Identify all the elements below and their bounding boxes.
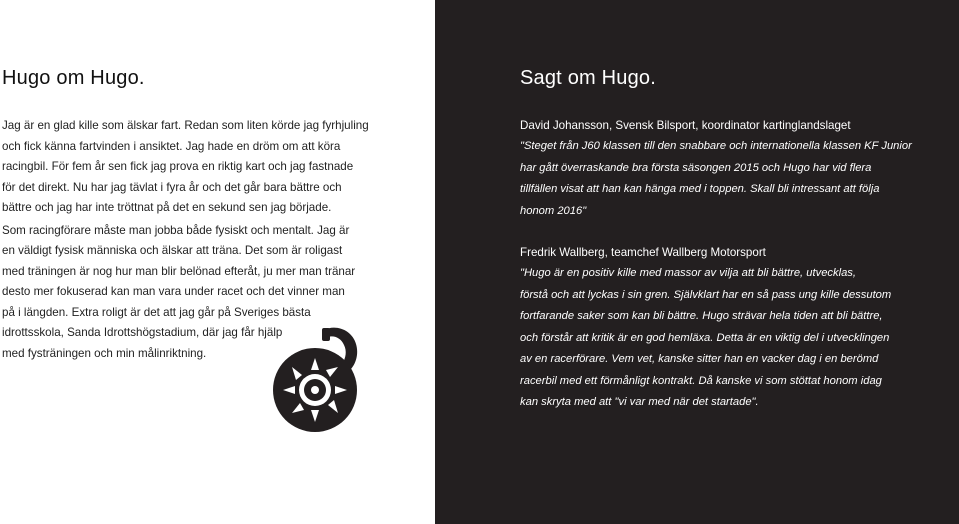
about-hugo-body	[2, 116, 432, 364]
body-line: och fick känna fartvinden i ansiktet. Jag hade en dröm om att köra	[2, 139, 341, 153]
body-line: för det direkt. Nu har jag tävlat i fyra år och det går bara bättre och	[2, 180, 342, 194]
quote-line: "Steget från J60 klassen till den snabbare och internationella klassen KF Junior	[520, 140, 912, 152]
quote-line: "Hugo är en positiv kille med massor av vilja att bli bättre, utvecklas,	[520, 267, 857, 279]
quote-line: honom 2016"	[520, 204, 587, 217]
body-line: med fysträningen och min målinriktning.	[2, 346, 207, 360]
body-line: racingbil. För fem år sen fick jag prova en riktig kart och jag fastnade	[2, 160, 354, 173]
said-about-hugo-panel	[435, 0, 959, 524]
body-line: idrottsskola, Sanda Idrottshögstadium, där jag får hjälp	[2, 326, 283, 339]
quote-author: David Johansson, Svensk Bilsport, koordinator kartinglandslaget	[520, 119, 851, 132]
quote-line: har gått överraskande bra första säsongen 2015 och Hugo har vid flera	[520, 161, 872, 174]
body-line: Jag är en glad kille som älskar fart. Redan som liten körde jag fyrhjuling	[2, 119, 369, 132]
said-about-hugo-title: Sagt om Hugo.	[520, 67, 657, 89]
quote-line: och förstår att kritik är en god hemläxa. Detta är en viktig del i utvecklingen	[520, 331, 890, 344]
quote-line: fortfarande saker som kan bli bättre. Hugo strävar hela tiden att bli bättre,	[520, 310, 883, 322]
brake-disc-icon	[268, 318, 363, 443]
body-line: desto mer fokuserad kan man vara under racet och det vinner man	[2, 285, 345, 298]
quote-author: Fredrik Wallberg, teamchef Wallberg Motorsport	[520, 246, 766, 259]
body-line: Som racingförare måste man jobba både fysiskt och mentalt. Jag är	[2, 223, 350, 237]
quote-block	[520, 243, 950, 414]
quote-line: kan skryta med att "vi var med när det startade".	[520, 396, 759, 408]
body-line: med träningen är nog hur man blir belönad efteråt, ju mer man tränar	[2, 264, 356, 278]
about-hugo-title: Hugo om Hugo.	[2, 67, 145, 89]
body-line: en väldigt fysisk människa och älskar att träna. Det som är roligast	[2, 244, 343, 257]
body-line: på i längden. Extra roligt är det att jag går på Sveriges bästa	[2, 305, 311, 319]
quote-line: racerbil med ett förmånligt kontrakt. Då kanske vi som stöttat honom idag	[520, 374, 882, 387]
quote-block	[520, 116, 950, 222]
quote-line: förstå och att lyckas i sin gren. Självklart har en så pass ung kille dessutom	[520, 288, 892, 301]
quote-line: av en racerförare. Vem vet, kanske sitter han en vacker dag i en berömd	[520, 353, 879, 365]
about-hugo-panel	[0, 0, 435, 524]
body-line: bättre och jag har inte tröttnat på det en sekund sen jag började.	[2, 201, 332, 214]
quote-line: tillfällen visat att han kan hänga med i toppen. Skall bli intressant att följa	[520, 183, 880, 195]
